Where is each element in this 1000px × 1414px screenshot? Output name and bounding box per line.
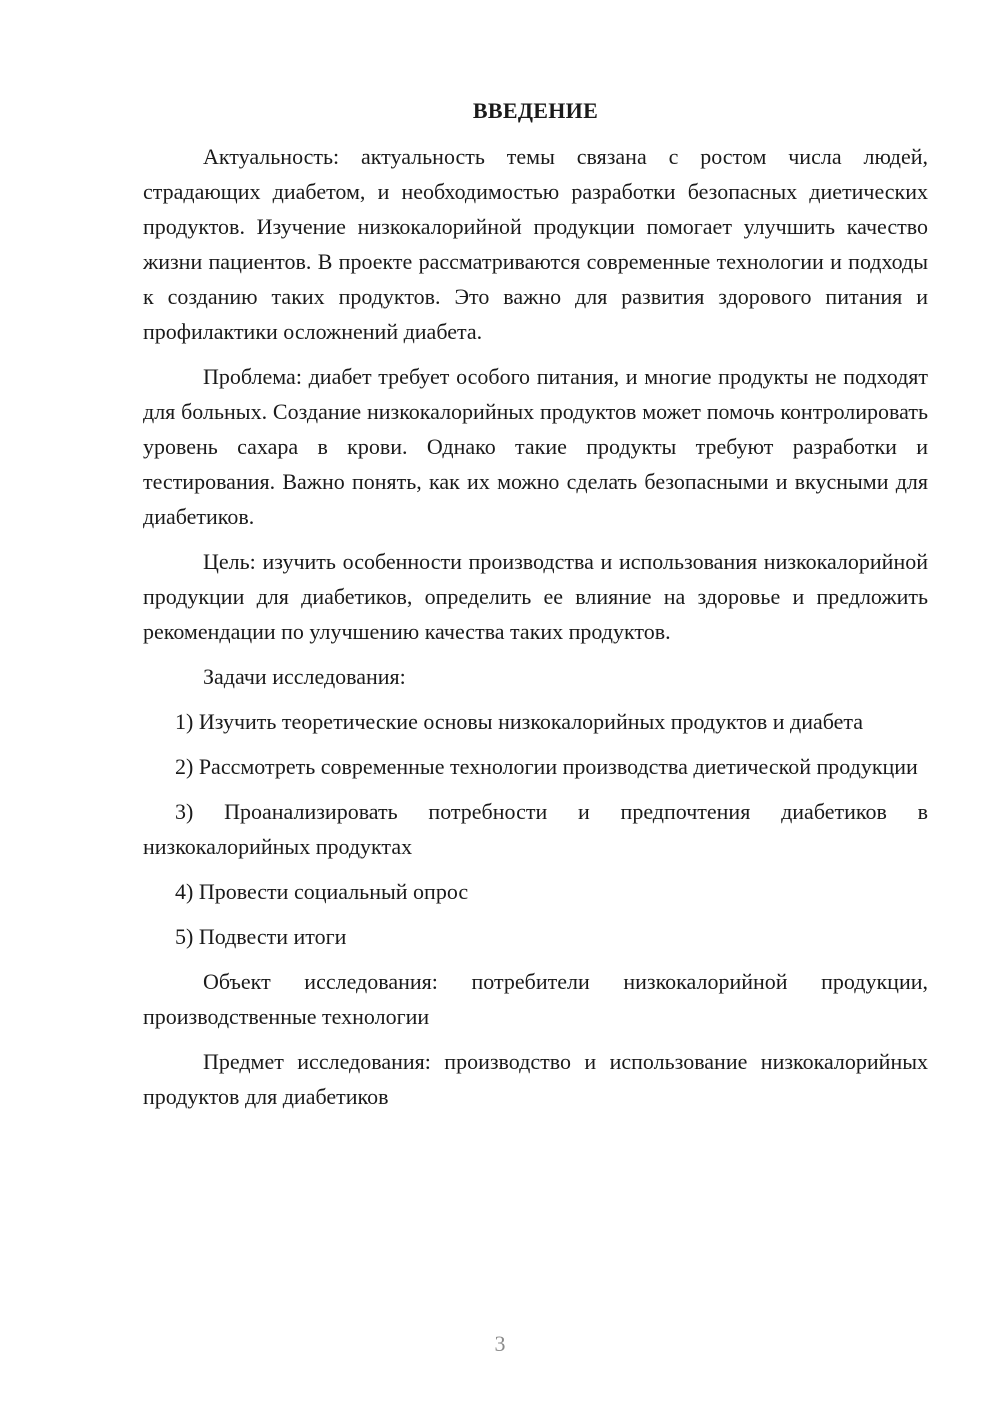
task-item-4: 4) Провести социальный опрос: [175, 879, 469, 904]
paragraph-relevance: Актуальность: актуальность темы связана с ростом числа людей, страдающих диабетом, и необходимостью разработки безопасных диетических продуктов. Изучение низкокалорийной продукции помогает улучшить качество жизни пациентов. В проекте рассматриваются современные технологии и подходы к созданию таких продуктов. Это важно для развития здорового питания и профилактики осложнений диабета.: [143, 144, 928, 344]
page-number: 3: [494, 1331, 506, 1356]
tasks-title: Задачи исследования:: [203, 664, 406, 689]
paragraph-goal: Цель: изучить особенности производства и использования низкокалорийной продукции для диабетиков, определить ее влияние на здоровье и предложить рекомендации по улучшению качества таких продуктов.: [143, 549, 928, 644]
task-item-5: 5) Подвести итоги: [175, 924, 347, 949]
paragraph-object: Объект исследования: потребители низкокалорийной продукции, производственные технологии: [143, 969, 928, 1029]
task-item-2: 2) Рассмотреть современные технологии производства диетической продукции: [175, 754, 918, 779]
document-page: [143, 93, 928, 1124]
paragraph-subject: Предмет исследования: производство и использование низкокалорийных продуктов для диабетиков: [143, 1049, 928, 1109]
task-item-3: 3) Проанализировать потребности и предпочтения диабетиков в низкокалорийных продуктах: [143, 799, 928, 859]
task-item-1: 1) Изучить теоретические основы низкокалорийных продуктов и диабета: [175, 709, 864, 734]
paragraph-problem: Проблема: диабет требует особого питания, и многие продукты не подходят для больных. Создание низкокалорийных продуктов может помочь контролировать уровень сахара в крови. Однако такие продукты требуют разработки и тестирования. Важно понять, как их можно сделать безопасными и вкусными для диабетиков.: [143, 364, 928, 529]
section-heading: ВВЕДЕНИЕ: [472, 98, 599, 123]
